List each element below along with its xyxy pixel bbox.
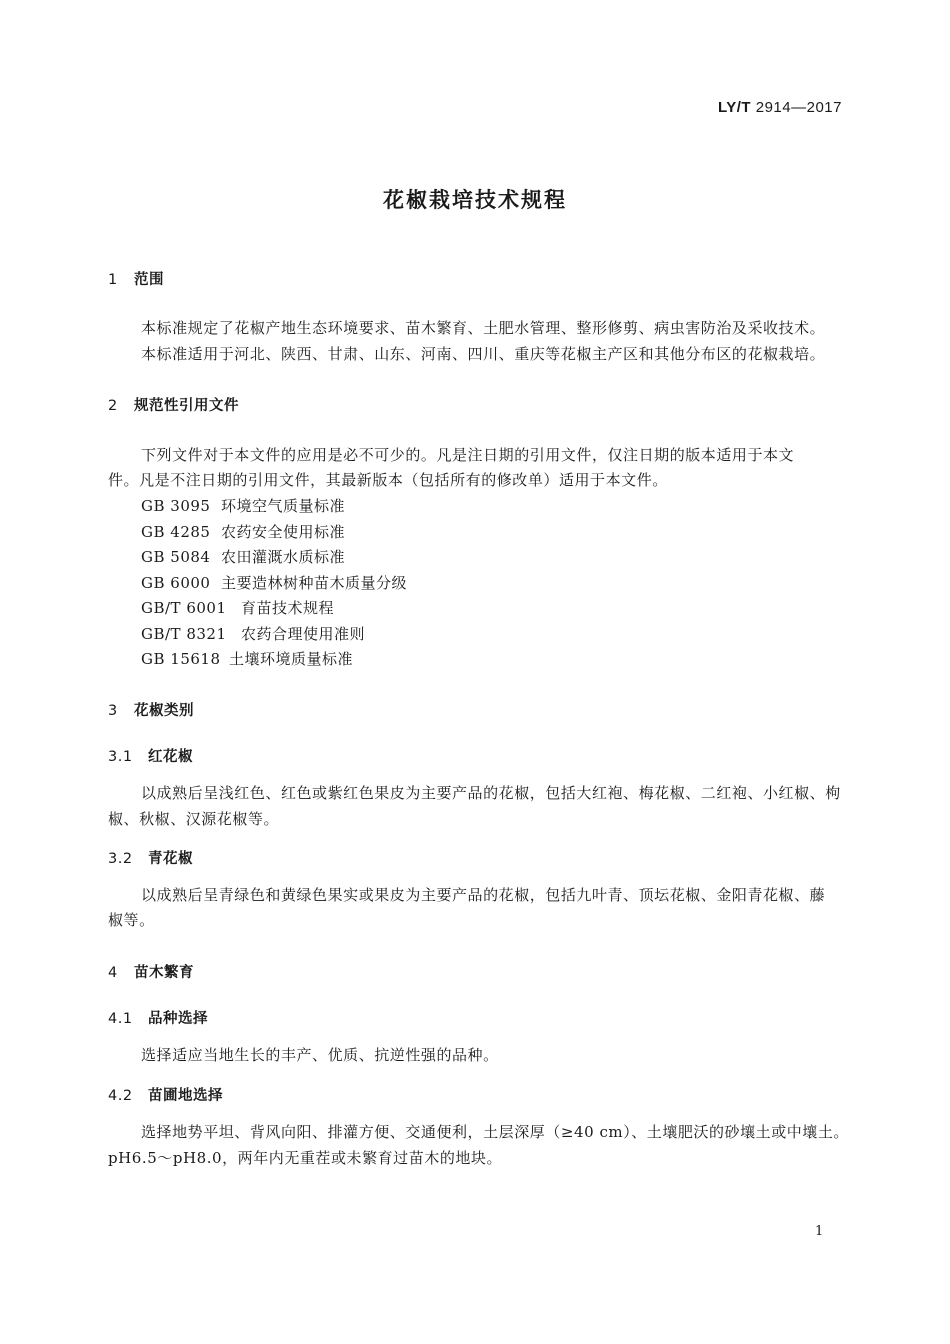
subsection-number: 4.1: [108, 1011, 133, 1027]
subsection-number: 4.2: [108, 1088, 133, 1104]
section-title: 范围: [134, 272, 164, 288]
paragraph-line: 选择地势平坦、背风向阳、排灌方便、交通便利，土层深厚（≥40 cm）、土壤肥沃的砂壤土或中壤土。: [141, 1123, 849, 1141]
subsection-3-2-heading: [108, 847, 193, 868]
reference-name: 环境空气质量标准: [221, 497, 346, 515]
reference-name: 农田灌溉水质标准: [221, 548, 346, 566]
section-4-heading: [108, 961, 194, 982]
paragraph-line: 以成熟后呈浅红色、红色或紫红色果皮为主要产品的花椒，包括大红袍、梅花椒、二红袍、小红椒、枸: [141, 784, 841, 802]
section-3-heading: [108, 699, 194, 720]
section-title: 苗木繁育: [134, 965, 194, 981]
paragraph-line: 本标准规定了花椒产地生态环境要求、苗木繁育、土肥水管理、整形修剪、病虫害防治及采收技术。: [141, 319, 826, 337]
subsection-number: 3.1: [108, 749, 133, 765]
subsection-title: 苗圃地选择: [148, 1088, 223, 1104]
reference-item: [141, 572, 407, 593]
paragraph-line: 本标准适用于河北、陕西、甘肃、山东、河南、四川、重庆等花椒主产区和其他分布区的花椒栽培。: [141, 345, 826, 363]
paragraph-line: 以成熟后呈青绿色和黄绿色果实或果皮为主要产品的花椒，包括九叶青、顶坛花椒、金阳青花椒、藤: [141, 886, 826, 904]
page-number: 1: [815, 1224, 824, 1239]
paragraph-line: 件。凡是不注日期的引用文件，其最新版本（包括所有的修改单）适用于本文件。: [108, 471, 668, 489]
reference-name: 农药合理使用准则: [241, 625, 366, 643]
document-title: 花椒栽培技术规程: [383, 188, 567, 212]
reference-code: GB/T 8321: [141, 625, 227, 643]
paragraph-line: 选择适应当地生长的丰产、优质、抗逆性强的品种。: [141, 1046, 499, 1064]
reference-name: 育苗技术规程: [241, 599, 335, 617]
reference-name: 农药安全使用标准: [221, 523, 346, 541]
section-title: 规范性引用文件: [134, 398, 239, 414]
section-2-heading: [108, 394, 239, 415]
reference-code: GB 15618: [141, 650, 221, 668]
reference-item: [141, 546, 345, 567]
paragraph-line: 椒、秋椒、汉源花椒等。: [108, 810, 280, 828]
subsection-title: 青花椒: [148, 851, 193, 867]
standard-number: 2914—2017: [755, 99, 842, 116]
subsection-title: 红花椒: [148, 749, 193, 765]
paragraph-line: pH6.5～pH8.0，两年内无重茬或未繁育过苗木的地块。: [108, 1149, 503, 1167]
subsection-4-1-heading: [108, 1007, 208, 1028]
standard-code: [718, 99, 842, 116]
reference-code: GB 5084: [141, 548, 211, 566]
reference-code: GB 3095: [141, 497, 211, 515]
subsection-title: 品种选择: [148, 1011, 208, 1027]
reference-code: GB 6000: [141, 574, 211, 592]
section-number: 3: [108, 703, 118, 719]
reference-item: [141, 521, 345, 542]
section-1-heading: [108, 268, 164, 289]
section-number: 4: [108, 965, 118, 981]
reference-code: GB 4285: [141, 523, 211, 541]
subsection-4-2-heading: [108, 1084, 223, 1105]
reference-item: [141, 648, 353, 669]
paragraph-line: 椒等。: [108, 911, 155, 929]
reference-item: [141, 597, 334, 618]
reference-code: GB/T 6001: [141, 599, 227, 617]
section-number: 1: [108, 272, 118, 288]
paragraph-line: 下列文件对于本文件的应用是必不可少的。凡是注日期的引用文件，仅注日期的版本适用于本文: [141, 446, 795, 464]
section-title: 花椒类别: [134, 703, 194, 719]
subsection-3-1-heading: [108, 745, 193, 766]
section-number: 2: [108, 398, 118, 414]
reference-name: 土壤环境质量标准: [229, 650, 354, 668]
subsection-number: 3.2: [108, 851, 133, 867]
standard-prefix: LY/T: [717, 99, 752, 116]
reference-item: [141, 495, 345, 516]
reference-item: [141, 623, 365, 644]
reference-name: 主要造林树种苗木质量分级: [221, 574, 408, 592]
